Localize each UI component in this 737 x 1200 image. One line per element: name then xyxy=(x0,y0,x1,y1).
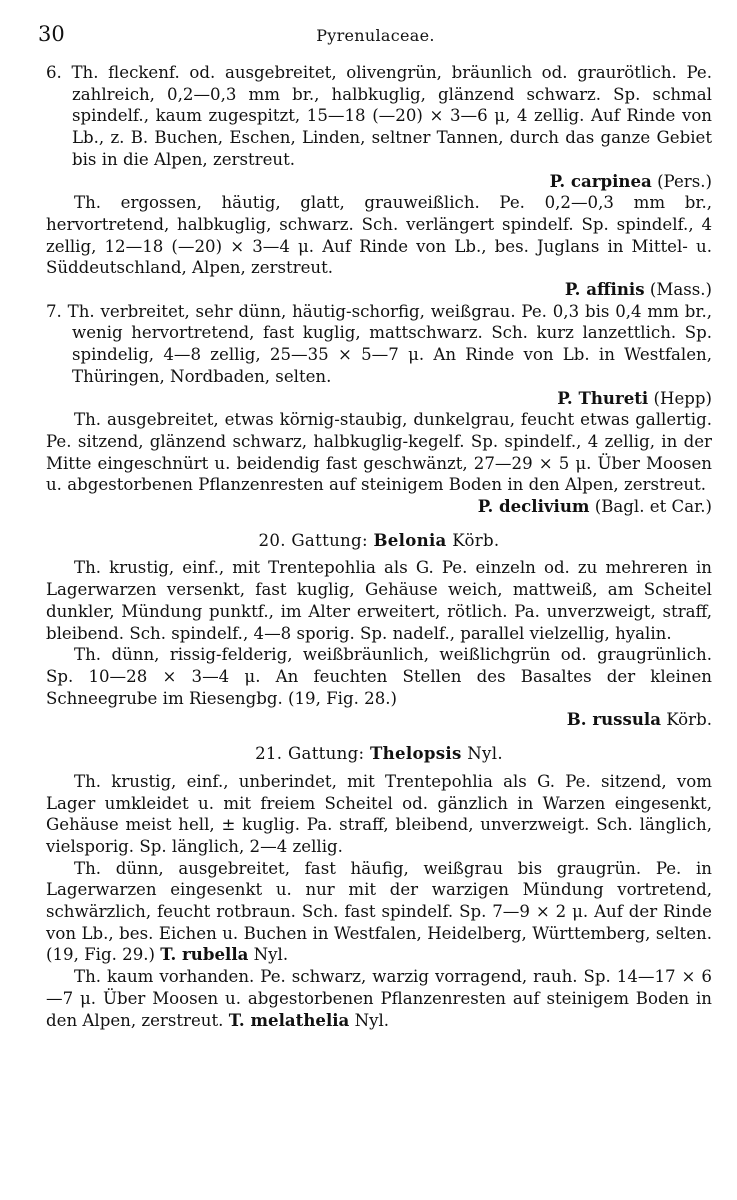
genus-heading-prefix: 20. Gattung: xyxy=(258,530,374,550)
species-name-line xyxy=(46,496,712,518)
genus-heading-prefix: 21. Gattung: xyxy=(255,744,370,764)
genus-description: Th. krustig, einf., mit Trentepohlia als G. Pe. einzeln od. zu mehreren in Lagerwarzen versenkt, fast kuglig, Gehäuse weich, mattweiß, am Scheitel dunkler, Mündung punktf., im Alter erweitert, rötlich. Pa. unverzweigt, straff, bleibend. Sch. spindelf., 4—8 sporig. Sp. nadelf., parallel vielzellig, hyalin. xyxy=(46,558,712,643)
genus-name: Belonia xyxy=(373,529,447,550)
species-description-text: Th. kaum vorhanden. Pe. schwarz, warzig vorragend, rauh. Sp. 14—17 × 6—7 μ. Über Moosen u. abgestorbenen Pflanzenresten auf steinigem Boden in den Alpen, zerstreut. xyxy=(46,967,712,1030)
species-author: (Hepp) xyxy=(648,388,712,408)
species-name: P. declivium xyxy=(477,496,590,517)
species-name-line xyxy=(46,279,712,301)
page-header xyxy=(38,22,713,50)
species-name: P. affinis xyxy=(564,279,645,300)
species-name-line xyxy=(46,171,712,193)
species-author: Nyl. xyxy=(248,945,289,965)
genus-heading xyxy=(46,743,712,765)
species-name: P. Thureti xyxy=(557,387,649,408)
species-name: T. rubella xyxy=(160,944,249,965)
species-description: Th. ausgebreitet, etwas körnig-staubig, dunkelgrau, feucht etwas gallertig. Pe. sitzend, glänzend schwarz, halbkuglig-kegelf. Sp. spindelf., 4 zellig, in der Mitte eingeschnürt u. beidendig fast geschwänzt, 27—29 × 5 μ. Über Moosen u. abgestorbenen Pflanzenresten auf steinigem Boden in den Alpen, zerstreut. xyxy=(46,410,712,495)
species-author: Nyl. xyxy=(349,1010,390,1030)
page-body xyxy=(46,62,712,1031)
species-name-line xyxy=(46,388,712,410)
key-entry-6: 6. Th. fleckenf. od. ausgebreitet, olivengrün, bräunlich od. graurötlich. Pe. zahlreich, 0,2—0,3 mm br., halbkuglig, glänzend schwarz. Sp. schmal spindelf., kaum zugespitzt, 15—18 (—20) × 3—6 μ, 4 zellig. Auf Rinde von Lb., z. B. Buchen, Eschen, Linden, seltner Tannen, durch das ganze Gebiet bis in die Alpen, zerstreut. xyxy=(46,63,712,169)
species-name-line xyxy=(46,709,712,731)
species-description-text: Th. dünn, ausgebreitet, fast häufig, weißgrau bis graugrün. Pe. in Lagerwarzen eingesenkt u. nur mit der warzigen Mündung vortretend, schwärzlich, feucht rotbraun. Sch. fast spindelf. Sp. 7—9 × 2 μ. Auf der Rinde von Lb., bes. Eichen u. Buchen in Westfalen, Heidelberg, Württemberg, selten. (19, Fig. 29.) xyxy=(46,858,712,965)
species-author: Körb. xyxy=(660,710,712,730)
species-author: (Bagl. et Car.) xyxy=(589,497,712,517)
species-name: T. melathelia xyxy=(228,1009,350,1030)
species-author: (Mass.) xyxy=(644,280,712,300)
running-title: Pyrenulaceae. xyxy=(316,26,435,45)
species-description: Th. dünn, rissig-felderig, weißbräunlich, weißlichgrün od. graugrünlich. Sp. 10—28 × 3—4 μ. An feuchten Stellen des Basaltes der kleinen Schneegrube im Riesengbg. (19, Fig. 28.) xyxy=(46,645,712,708)
species-author: (Pers.) xyxy=(651,171,712,191)
genus-heading xyxy=(46,530,712,552)
genus-description: Th. krustig, einf., unberindet, mit Trentepohlia als G. Pe. sitzend, vom Lager umkleidet u. mit freiem Scheitel od. gänzlich in Warzen eingesenkt, Gehäuse meist hell, ± kuglig. Pa. straff, bleibend, unverzweigt. Sch. länglich, vielsporig. Sp. länglich, 2—4 zellig. xyxy=(46,771,712,856)
genus-author: Körb. xyxy=(446,530,500,550)
species-name: P. carpinea xyxy=(549,170,652,191)
species-description: Th. ergossen, häutig, glatt, grauweißlich. Pe. 0,2—0,3 mm br., hervortretend, halbkuglig, schwarz. Sch. verlängert spindelf. Sp. spindelf., 4 zellig, 12—18 (—20) × 3—4 μ. Auf Rinde von Lb., bes. Juglans in Mittel- u. Süddeutschland, Alpen, zerstreut. xyxy=(46,193,712,278)
genus-name: Thelopsis xyxy=(370,743,462,764)
species-description xyxy=(46,858,712,967)
species-description xyxy=(46,966,712,1031)
key-entry-7: 7. Th. verbreitet, sehr dünn, häutig-schorfig, weißgrau. Pe. 0,3 bis 0,4 mm br., wenig hervortretend, fast kuglig, mattschwarz. Sch. kurz lanzettlich. Sp. spindelig, 4—8 zellig, 25—35 × 5—7 μ. An Rinde von Lb. in Westfalen, Thüringen, Nordbaden, selten. xyxy=(46,301,712,386)
genus-author: Nyl. xyxy=(461,744,503,764)
species-name: B. russula xyxy=(566,709,661,730)
page-number: 30 xyxy=(38,22,65,46)
